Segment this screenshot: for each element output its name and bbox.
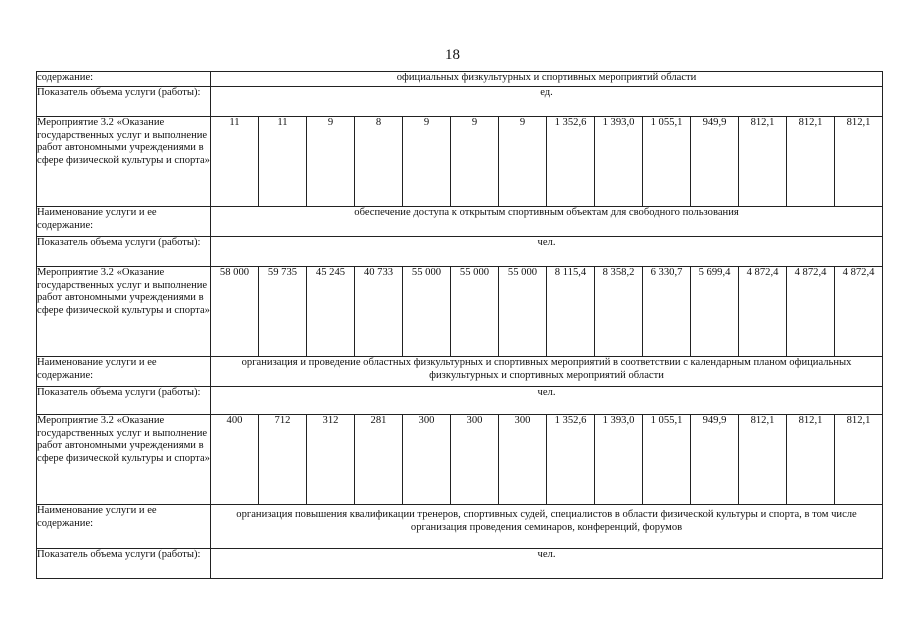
value-cell: 1 393,0 bbox=[595, 117, 643, 207]
table-row bbox=[37, 415, 883, 505]
value-cell: 59 735 bbox=[259, 267, 307, 357]
value-cell: 812,1 bbox=[787, 415, 835, 505]
value-cell: 4 872,4 bbox=[739, 267, 787, 357]
row-label: Наименование услуги и ее содержание: bbox=[37, 207, 211, 237]
row-content: чел. bbox=[211, 237, 883, 267]
value-cell: 40 733 bbox=[355, 267, 403, 357]
value-cell: 55 000 bbox=[499, 267, 547, 357]
services-table bbox=[36, 71, 883, 579]
table-row bbox=[37, 505, 883, 549]
value-cell: 6 330,7 bbox=[643, 267, 691, 357]
value-cell: 11 bbox=[211, 117, 259, 207]
table-row bbox=[37, 87, 883, 117]
row-label: Показатель объема услуги (работы): bbox=[37, 387, 211, 415]
row-content: организация повышения квалификации тренеров, спортивных судей, специалистов в области физической культуры и спорта, в том числе организация проведения семинаров, конференций, форумов bbox=[211, 505, 883, 549]
table-row bbox=[37, 357, 883, 387]
value-cell: 300 bbox=[451, 415, 499, 505]
table-row bbox=[37, 117, 883, 207]
value-cell: 949,9 bbox=[691, 415, 739, 505]
row-content: организация и проведение областных физкультурных и спортивных мероприятий в соответствии с календарным планом официальных физкультурных и спортивных мероприятий области bbox=[211, 357, 883, 387]
row-label: Наименование услуги и ее содержание: bbox=[37, 357, 211, 387]
value-cell: 9 bbox=[403, 117, 451, 207]
value-cell: 55 000 bbox=[403, 267, 451, 357]
value-cell: 1 055,1 bbox=[643, 117, 691, 207]
table-row bbox=[37, 237, 883, 267]
value-cell: 812,1 bbox=[835, 415, 883, 505]
row-label: Показатель объема услуги (работы): bbox=[37, 237, 211, 267]
value-cell: 58 000 bbox=[211, 267, 259, 357]
row-content: официальных физкультурных и спортивных мероприятий области bbox=[211, 72, 883, 87]
value-cell: 712 bbox=[259, 415, 307, 505]
value-cell: 812,1 bbox=[739, 117, 787, 207]
value-cell: 312 bbox=[307, 415, 355, 505]
value-cell: 5 699,4 bbox=[691, 267, 739, 357]
value-cell: 1 352,6 bbox=[547, 117, 595, 207]
row-label: Показатель объема услуги (работы): bbox=[37, 549, 211, 579]
table-row bbox=[37, 72, 883, 87]
value-cell: 812,1 bbox=[739, 415, 787, 505]
table-row bbox=[37, 549, 883, 579]
value-cell: 55 000 bbox=[451, 267, 499, 357]
value-cell: 281 bbox=[355, 415, 403, 505]
row-label: Мероприятие 3.2 «Оказание государственных услуг и выполнение работ автономными учреждениями в сфере физической культуры и спорта» bbox=[37, 267, 211, 357]
value-cell: 300 bbox=[403, 415, 451, 505]
row-label: Мероприятие 3.2 «Оказание государственных услуг и выполнение работ автономными учреждениями в сфере физической культуры и спорта» bbox=[37, 415, 211, 505]
page-number: 18 bbox=[445, 47, 460, 63]
row-label: Мероприятие 3.2 «Оказание государственных услуг и выполнение работ автономными учреждениями в сфере физической культуры и спорта» bbox=[37, 117, 211, 207]
value-cell: 9 bbox=[307, 117, 355, 207]
table-row bbox=[37, 207, 883, 237]
row-label: Наименование услуги и ее содержание: bbox=[37, 505, 211, 549]
value-cell: 949,9 bbox=[691, 117, 739, 207]
table-row bbox=[37, 387, 883, 415]
value-cell: 45 245 bbox=[307, 267, 355, 357]
value-cell: 400 bbox=[211, 415, 259, 505]
value-cell: 4 872,4 bbox=[835, 267, 883, 357]
row-content: чел. bbox=[211, 387, 883, 415]
row-label: Показатель объема услуги (работы): bbox=[37, 87, 211, 117]
value-cell: 9 bbox=[499, 117, 547, 207]
row-content: обеспечение доступа к открытым спортивным объектам для свободного пользования bbox=[211, 207, 883, 237]
table-row bbox=[37, 267, 883, 357]
value-cell: 8 358,2 bbox=[595, 267, 643, 357]
value-cell: 1 055,1 bbox=[643, 415, 691, 505]
value-cell: 8 bbox=[355, 117, 403, 207]
value-cell: 1 393,0 bbox=[595, 415, 643, 505]
row-label: содержание: bbox=[37, 72, 211, 87]
value-cell: 812,1 bbox=[787, 117, 835, 207]
value-cell: 300 bbox=[499, 415, 547, 505]
value-cell: 8 115,4 bbox=[547, 267, 595, 357]
value-cell: 11 bbox=[259, 117, 307, 207]
value-cell: 812,1 bbox=[835, 117, 883, 207]
row-content: чел. bbox=[211, 549, 883, 579]
row-content: ед. bbox=[211, 87, 883, 117]
value-cell: 4 872,4 bbox=[787, 267, 835, 357]
value-cell: 9 bbox=[451, 117, 499, 207]
value-cell: 1 352,6 bbox=[547, 415, 595, 505]
